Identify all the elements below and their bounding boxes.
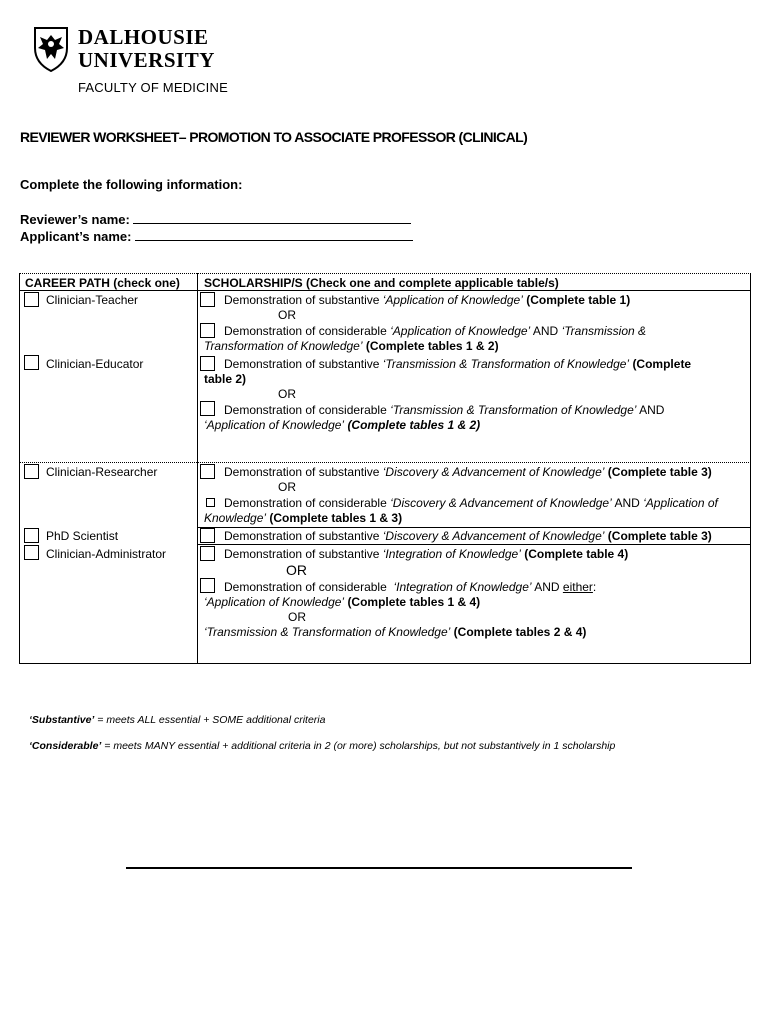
document-title: REVIEWER WORKSHEET– PROMOTION TO ASSOCIATE PROFESSOR (CLINICAL) bbox=[20, 129, 528, 145]
or-separator-large: OR bbox=[286, 562, 307, 578]
administrator-option-2-sub-b: ‘Transmission & Transformation of Knowledge’ (Complete tables 2 & 4) bbox=[204, 625, 587, 639]
clinician-administrator-checkbox[interactable] bbox=[24, 545, 39, 560]
researcher-option-1-checkbox[interactable] bbox=[200, 464, 215, 479]
or-separator: OR bbox=[278, 308, 296, 322]
or-separator: OR bbox=[278, 480, 296, 494]
administrator-option-1-checkbox[interactable] bbox=[200, 546, 215, 561]
signature-line bbox=[126, 867, 632, 869]
clinician-administrator-label: Clinician-Administrator bbox=[46, 547, 167, 561]
teacher-option-2-text-cont: Transformation of Knowledge’ (Complete tables 1 & 2) bbox=[204, 339, 499, 353]
scholarship-header: SCHOLARSHIP/S (Check one and complete applicable table/s) bbox=[204, 276, 559, 290]
applicant-name-field[interactable] bbox=[135, 240, 413, 241]
administrator-option-2-checkbox[interactable] bbox=[200, 578, 215, 593]
table-border-right bbox=[750, 273, 751, 664]
university-logo bbox=[33, 26, 233, 96]
educator-option-2-checkbox[interactable] bbox=[200, 401, 215, 416]
administrator-option-2-text: Demonstration of considerable ‘Integration of Knowledge’ AND either: bbox=[224, 580, 597, 594]
researcher-option-2-text-cont: Knowledge’ (Complete tables 1 & 3) bbox=[204, 511, 403, 525]
researcher-option-1-text: Demonstration of substantive ‘Discovery & Advancement of Knowledge’ (Complete table 3) bbox=[224, 465, 712, 479]
university-name-line2: UNIVERSITY bbox=[78, 48, 215, 72]
applicant-name-label: Applicant’s name: bbox=[20, 229, 132, 244]
educator-option-2-text: Demonstration of considerable ‘Transmission & Transformation of Knowledge’ AND bbox=[224, 403, 665, 417]
clinician-educator-checkbox[interactable] bbox=[24, 355, 39, 370]
considerable-definition: ‘Considerable’ = meets MANY essential + additional criteria in 2 (or more) scholarships, but not substantively in 1 scholarship bbox=[29, 740, 616, 752]
table-border-bottom bbox=[19, 663, 751, 664]
clinician-educator-label: Clinician-Educator bbox=[46, 357, 144, 371]
row-divider-3 bbox=[197, 544, 751, 545]
educator-option-1-checkbox[interactable] bbox=[200, 356, 215, 371]
teacher-option-2-checkbox[interactable] bbox=[200, 323, 215, 338]
educator-option-2-text-cont: ‘Application of Knowledge’ (Complete tables 1 & 2) bbox=[204, 418, 481, 432]
administrator-option-2-sub-a: ‘Application of Knowledge’ (Complete tables 1 & 4) bbox=[204, 595, 481, 609]
row-divider-2 bbox=[197, 527, 751, 528]
university-name-line1: DALHOUSIE bbox=[78, 25, 209, 49]
reviewer-name-field[interactable] bbox=[133, 223, 411, 224]
table-border-left bbox=[19, 273, 20, 664]
clinician-teacher-label: Clinician-Teacher bbox=[46, 293, 139, 307]
teacher-option-1-text: Demonstration of substantive ‘Application of Knowledge’ (Complete table 1) bbox=[224, 293, 631, 307]
educator-option-1-text: Demonstration of substantive ‘Transmission & Transformation of Knowledge’ (Complete bbox=[224, 357, 692, 371]
career-path-header: CAREER PATH (check one) bbox=[25, 276, 180, 290]
table-border-top bbox=[19, 273, 751, 274]
clinician-teacher-checkbox[interactable] bbox=[24, 292, 39, 307]
teacher-option-2-text: Demonstration of considerable ‘Application of Knowledge’ AND ‘Transmission & bbox=[224, 324, 647, 338]
crest-icon bbox=[33, 26, 69, 72]
faculty-name: FACULTY OF MEDICINE bbox=[78, 80, 228, 95]
row-divider-1 bbox=[19, 462, 751, 463]
or-separator: OR bbox=[278, 387, 296, 401]
substantive-definition: ‘Substantive’ = meets ALL essential + SOME additional criteria bbox=[29, 714, 326, 726]
intro-text: Complete the following information: bbox=[20, 177, 243, 192]
educator-option-1-text-cont: table 2) bbox=[204, 372, 247, 386]
researcher-option-2-checkbox[interactable] bbox=[206, 498, 215, 507]
reviewer-name-row bbox=[20, 212, 411, 227]
phd-scientist-label: PhD Scientist bbox=[46, 529, 119, 543]
administrator-option-1-text: Demonstration of substantive ‘Integration of Knowledge’ (Complete table 4) bbox=[224, 547, 629, 561]
table-column-divider bbox=[197, 273, 198, 664]
clinician-researcher-label: Clinician-Researcher bbox=[46, 465, 158, 479]
teacher-option-1-checkbox[interactable] bbox=[200, 292, 215, 307]
reviewer-name-label: Reviewer’s name: bbox=[20, 212, 130, 227]
phd-option-1-checkbox[interactable] bbox=[200, 528, 215, 543]
phd-scientist-checkbox[interactable] bbox=[24, 528, 39, 543]
or-separator: OR bbox=[288, 610, 306, 624]
phd-option-1-text: Demonstration of substantive ‘Discovery & Advancement of Knowledge’ (Complete table 3) bbox=[224, 529, 712, 543]
clinician-researcher-checkbox[interactable] bbox=[24, 464, 39, 479]
applicant-name-row bbox=[20, 229, 413, 244]
researcher-option-2-text: Demonstration of considerable ‘Discovery & Advancement of Knowledge’ AND ‘Application of bbox=[224, 496, 718, 510]
